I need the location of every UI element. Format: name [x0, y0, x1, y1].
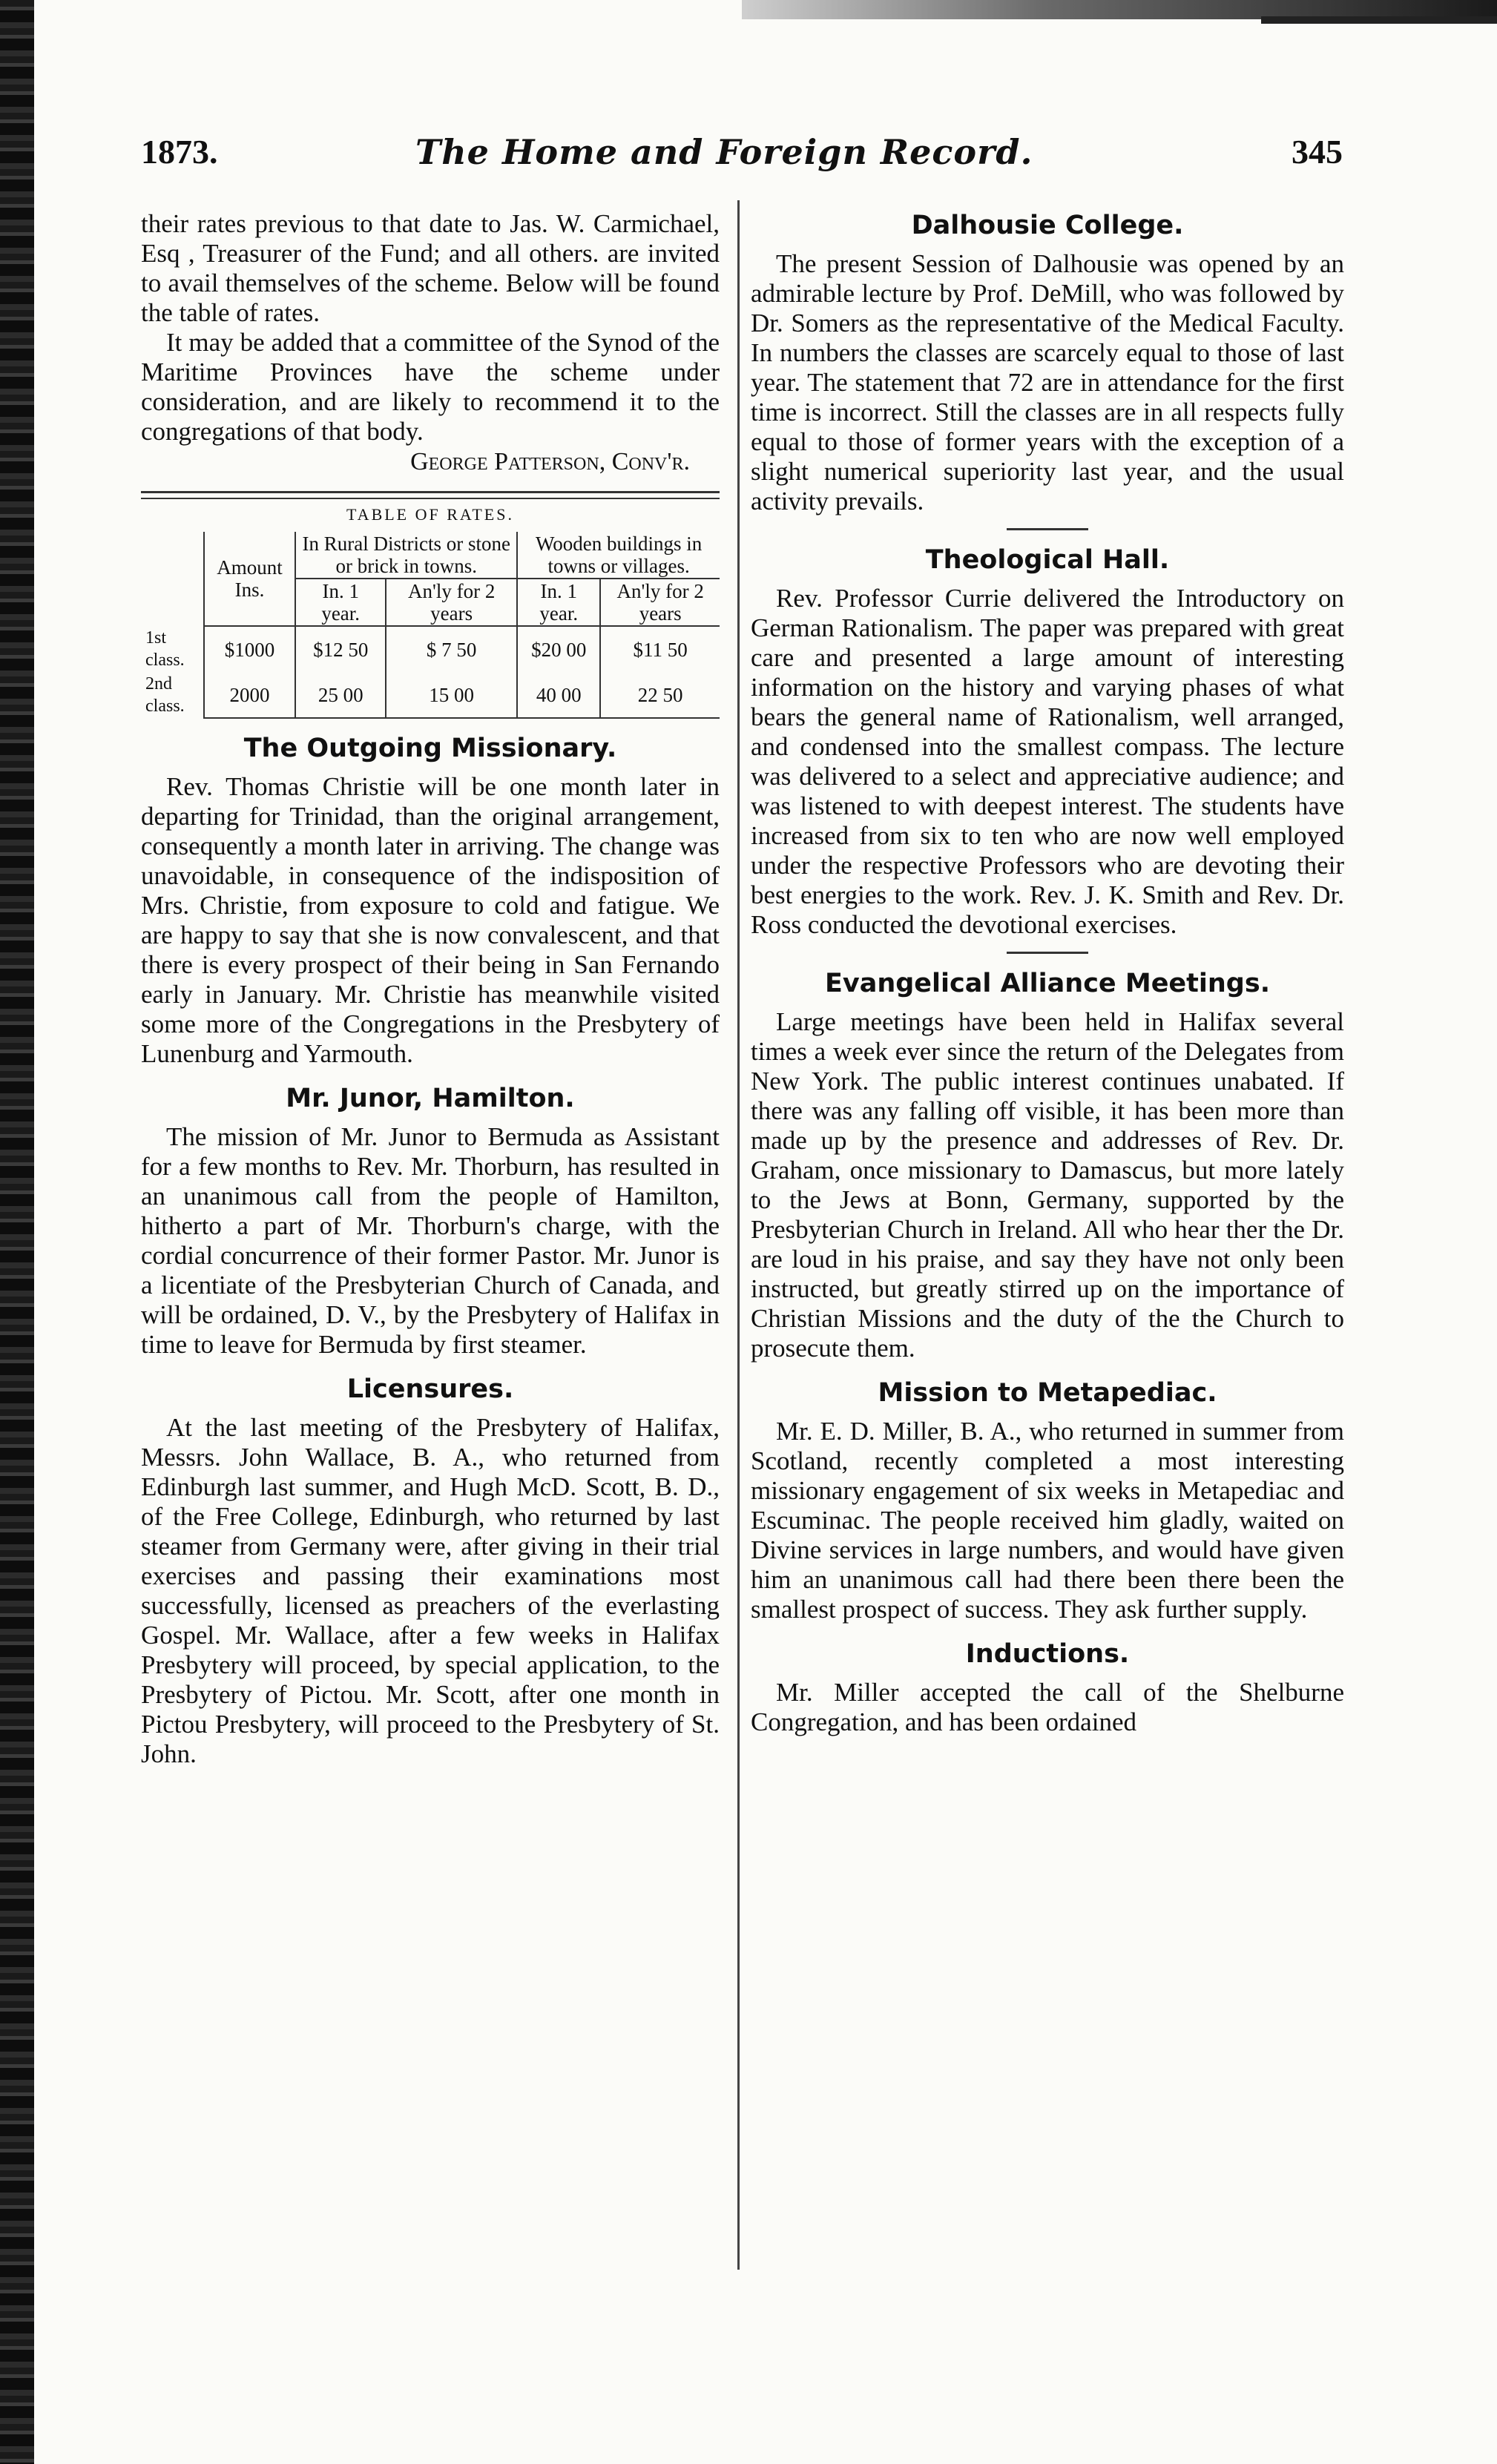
- intro-paragraph-2: It may be added that a committee of the Synod of the Maritime Provinces have the scheme under consideration, and are likely to recommend it to the congregations of that body.: [141, 328, 720, 446]
- section-heading-alliance: Evangelical Alliance Meetings.: [824, 969, 1270, 998]
- right-column: [751, 209, 1344, 1737]
- scan-border-top-bar: [1261, 16, 1497, 24]
- double-rule: [141, 491, 720, 499]
- wooden-1year-header: In. 1 year.: [517, 579, 600, 626]
- section-body-alliance: Large meetings have been held in Halifax several times a week ever since the return of the Delegates from New York. The public interest continues unabated. If there was any falling off visible, it has been more than made up by the presence and addresses of Rev. Dr. Graham, once missionary to Damascus, but more lately to the Jews at Bonn, Germany, supported by the Presbyterian Church in Ireland. All who hear ther the Dr. are loud in his praise, and say they have not only been instructed, but greatly stirred up on the importance of Christian Missions and the duty of the the Church to prosecute them.: [751, 1007, 1344, 1363]
- row-label: 2nd class.: [145, 674, 185, 716]
- short-rule: [1007, 952, 1088, 954]
- section-heading-junor: Mr. Junor, Hamilton.: [286, 1084, 575, 1113]
- rural-annual-header: An'ly for 2 years: [386, 579, 517, 626]
- rural-1year-header: In. 1 year.: [295, 579, 386, 626]
- row-label: 1st class.: [145, 628, 185, 670]
- left-column: [141, 209, 720, 1769]
- section-heading-outgoing: The Outgoing Missionary.: [243, 734, 617, 763]
- wooden-annual-header: An'ly for 2 years: [600, 579, 720, 626]
- scan-border-left: [0, 0, 34, 2464]
- row-wooden-annual: 22 50: [600, 672, 720, 718]
- row-amount: $1000: [204, 626, 296, 672]
- header-page-number: 345: [1292, 133, 1343, 171]
- row-amount: 2000: [204, 672, 296, 718]
- section-heading-theological: Theological Hall.: [925, 545, 1170, 575]
- table-row: [141, 672, 720, 718]
- section-body-licensures: At the last meeting of the Presbytery of Halifax, Messrs. John Wallace, B. A., who returned from Edinburgh last summer, and Hugh McD. Scott, B. D., of the Free College, Edinburgh, who returned by last steamer from Germany were, after giving in their trial exercises and passing their examinations most successfully, licensed as preachers of the everlasting Gospel. Mr. Wallace, after a few weeks in Halifax Presbytery will proceed, by special application, to the Presbytery of Pictou. Mr. Scott, after one month in Pictou Presbytery, will proceed to the Presbytery of St. John.: [141, 1413, 720, 1768]
- row-wooden-1year: $20 00: [517, 626, 600, 672]
- section-body-junor: The mission of Mr. Junor to Bermuda as Assistant for a few months to Rev. Mr. Thorburn, has resulted in an unanimous call from the people of Hamilton, hitherto a part of Mr. Thorburn's charge, with the cordial concurrence of their former Pastor. Mr. Junor is a licentiate of the Presbyterian Church of Canada, and will be ordained, D. V., by the Presbytery of Halifax in time to leave for Bermuda by first steamer.: [141, 1122, 720, 1359]
- section-heading-metapediac: Mission to Metapediac.: [878, 1378, 1217, 1408]
- section-heading-licensures: Licensures.: [346, 1374, 514, 1404]
- row-wooden-1year: 40 00: [517, 672, 600, 718]
- amount-header: Amount Ins.: [204, 532, 296, 626]
- section-body-metapediac: Mr. E. D. Miller, B. A., who returned in summer from Scotland, recently completed a most interesting missionary engagement of six weeks in Metapediac and Escuminac. The people received him gladly, waited on Divine services in large numbers, and would have given him an unanimous call had there been there been the smallest prospect of success. They ask further supply.: [751, 1417, 1344, 1624]
- section-body-inductions: Mr. Miller accepted the call of the Shelburne Congregation, and has been ordained: [751, 1678, 1344, 1736]
- row-rural-1year: 25 00: [295, 672, 386, 718]
- section-heading-dalhousie: Dalhousie College.: [911, 211, 1184, 240]
- section-body-theological: Rev. Professor Currie delivered the Introductory on German Rationalism. The paper was prepared with great care and presented a large amount of interesting information on the history and varying phases of what bears the general name of Rationalism, well arranged, and condensed into the smallest compass. The lecture was delivered to a select and appreciative audience; and was listened to with deepest interest. The students have increased from six to ten who are now well employed under the respective Professors who are devoting their best energies to the work. Rev. J. K. Smith and Rev. Dr. Ross conducted the devotional exercises.: [751, 584, 1344, 939]
- signature: George Patterson, Conv'r.: [410, 448, 690, 475]
- row-wooden-annual: $11 50: [600, 626, 720, 672]
- rates-table: [141, 532, 720, 719]
- column-divider: [737, 200, 740, 2270]
- short-rule: [1007, 528, 1088, 530]
- row-rural-annual: $ 7 50: [386, 626, 517, 672]
- header-year: 1873.: [141, 133, 218, 171]
- wooden-header: Wooden buildings in towns or villages.: [517, 532, 720, 579]
- page-header: [141, 132, 1343, 184]
- row-rural-1year: $12 50: [295, 626, 386, 672]
- table-title: TABLE OF RATES.: [346, 505, 514, 524]
- table-corner: [141, 532, 204, 626]
- table-row: [141, 626, 720, 672]
- section-body-dalhousie: The present Session of Dalhousie was opened by an admirable lecture by Prof. DeMill, who was followed by Dr. Somers as the representative of the Medical Faculty. In numbers the classes are scarcely equal to those of last year. The statement that 72 are in attendance for the first time is incorrect. Still the classes are in all respects fully equal to those of former years with the exception of a slight numerical superiority last year, and the usual activity prevails.: [751, 249, 1344, 515]
- rural-header: In Rural Districts or stone or brick in towns.: [295, 532, 517, 579]
- row-rural-annual: 15 00: [386, 672, 517, 718]
- header-title: The Home and Foreign Record.: [415, 132, 1033, 172]
- intro-paragraph-1: their rates previous to that date to Jas. W. Carmichael, Esq , Treasurer of the Fund; and all others. are invited to avail themselves of the scheme. Below will be found the table of rates.: [141, 209, 720, 327]
- section-heading-inductions: Inductions.: [965, 1639, 1130, 1669]
- section-body-outgoing: Rev. Thomas Christie will be one month later in departing for Trinidad, than the original arrangement, consequently a month later in arriving. The change was unavoidable, in consequence of the indisposition of Mrs. Christie, from exposure to cold and fatigue. We are happy to say that she is now convalescent, and that there is every prospect of their being in San Fernando early in January. Mr. Christie has meanwhile visited some more of the Congregations in the Presbytery of Lunenburg and Yarmouth.: [141, 772, 720, 1068]
